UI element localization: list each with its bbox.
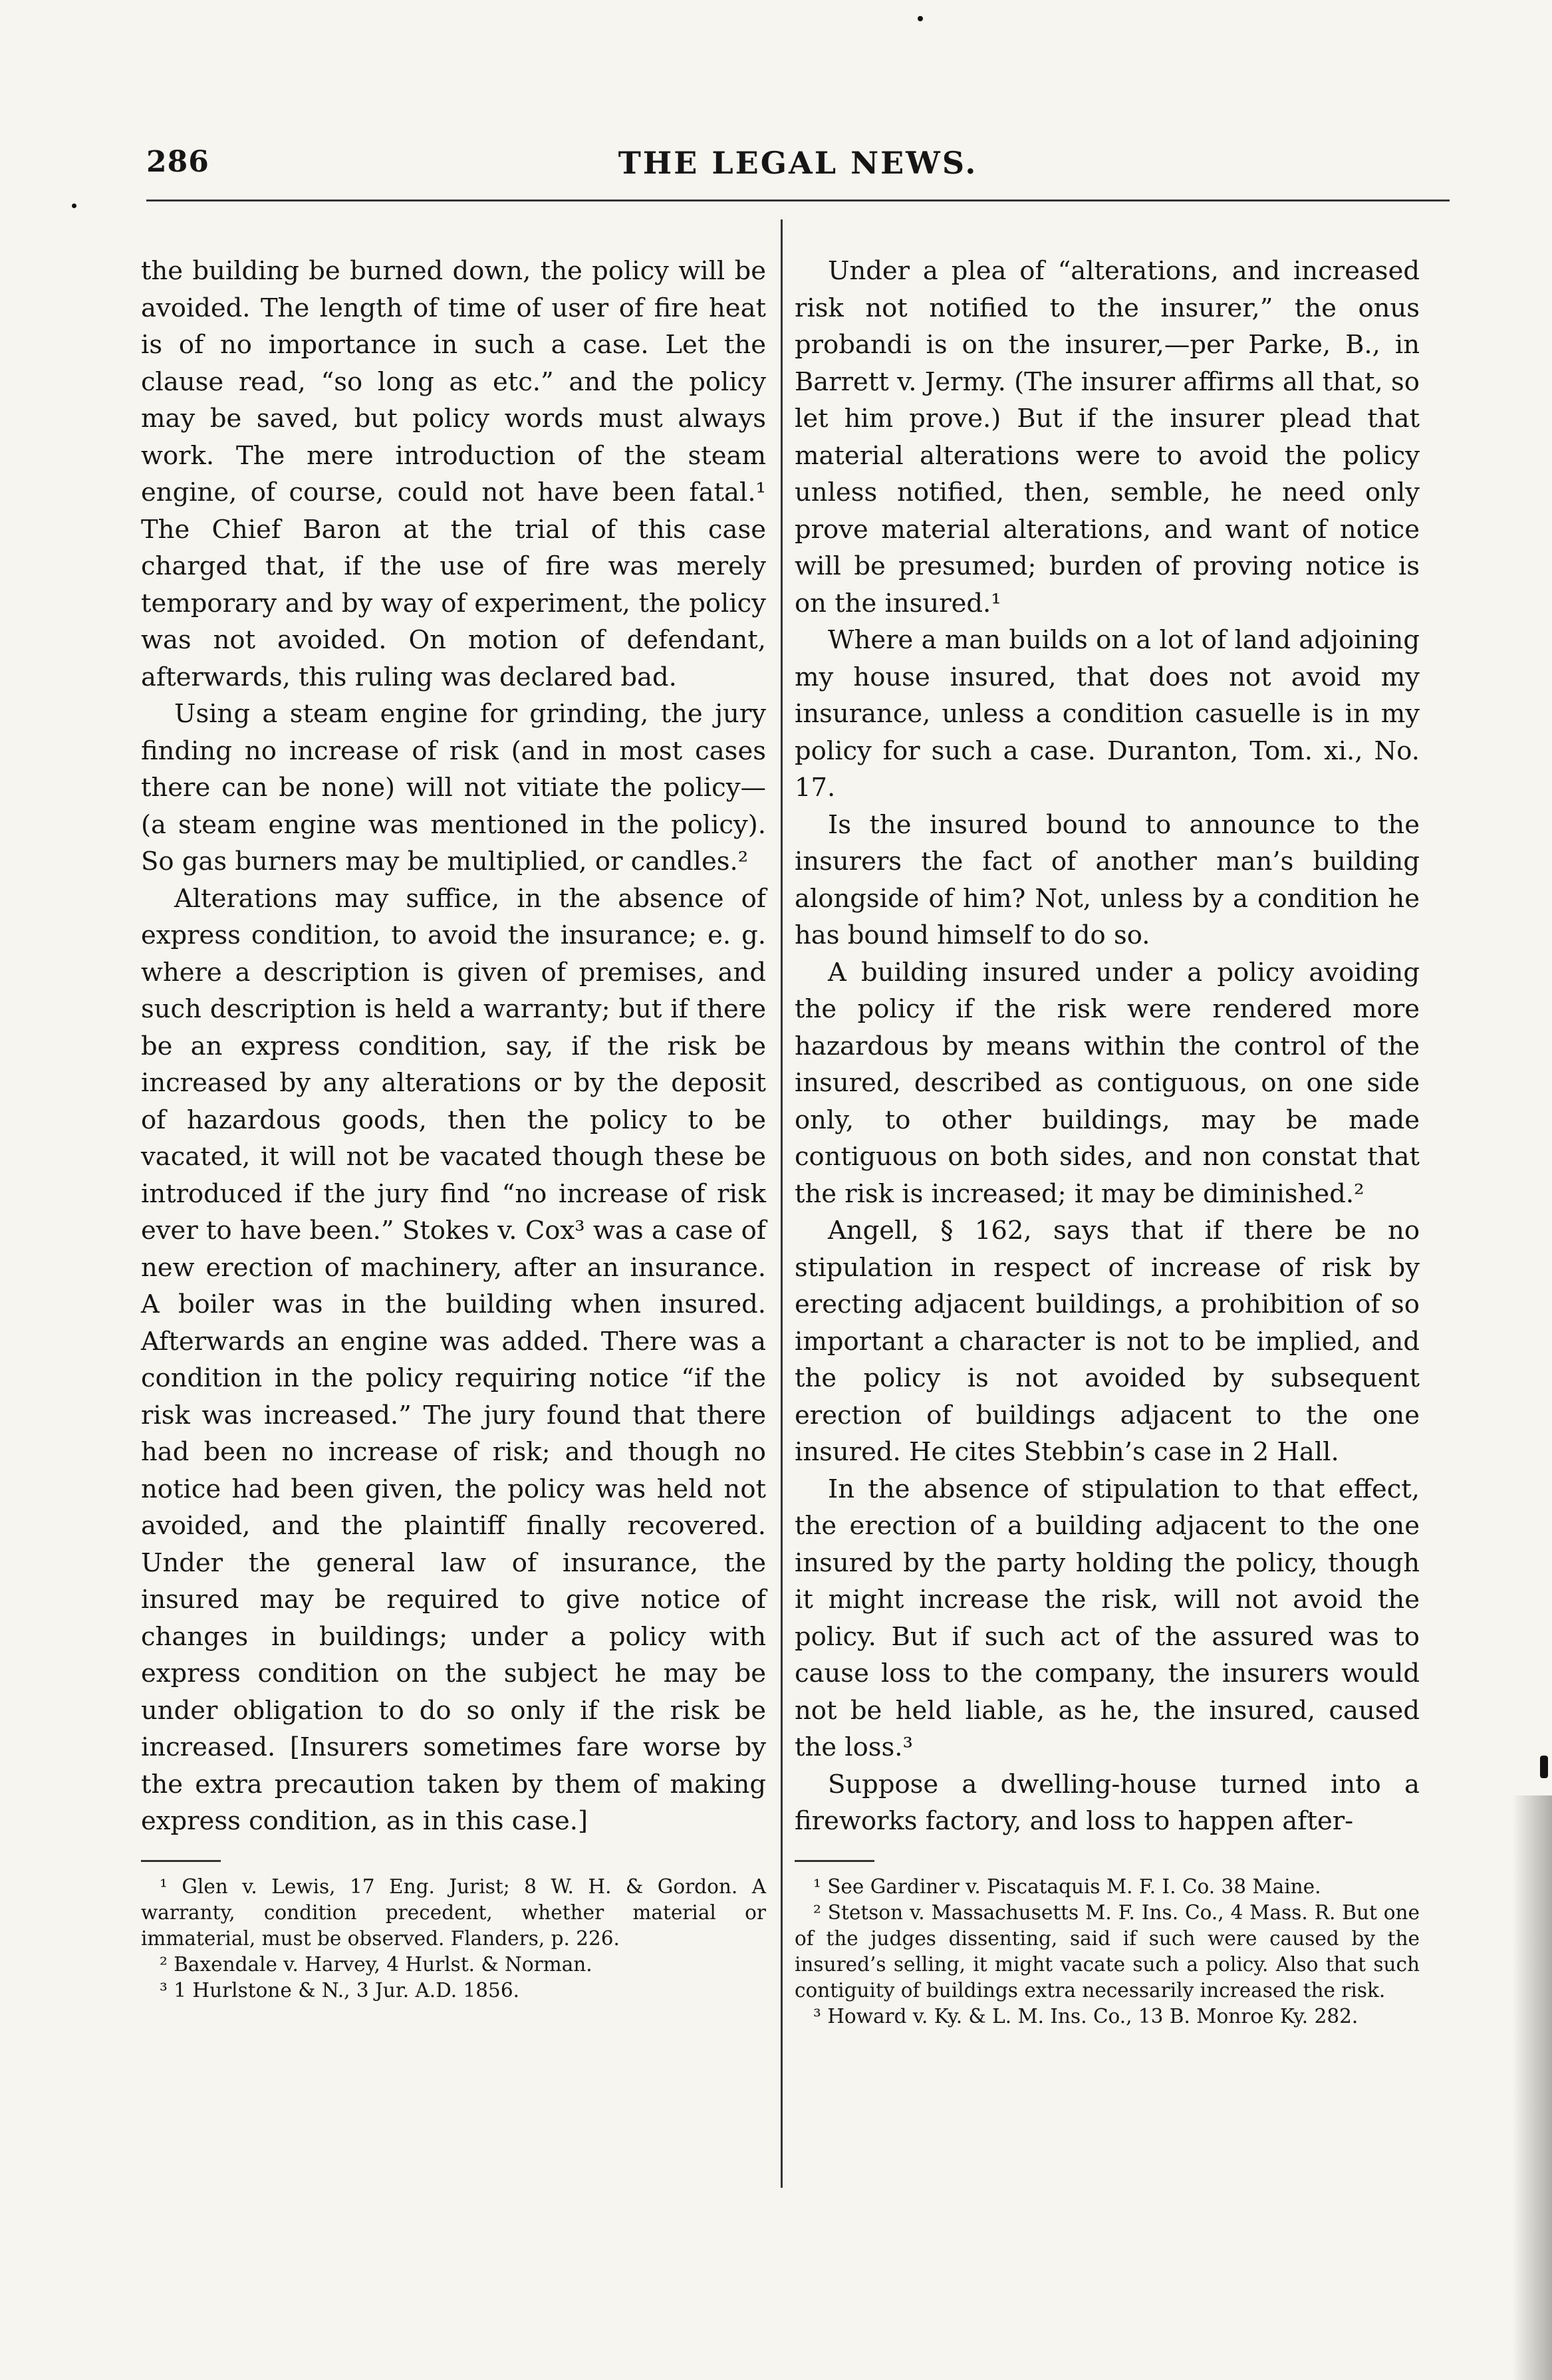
right-column xyxy=(795,253,1420,2030)
paragraph: Under a plea of “alterations, and increased risk not notified to the insurer,” the onus probandi is on the insurer,—per Parke, B., in Barrett v. Jermy. (The insurer affirms all that, so let him prove.) But if the insurer plead that material alterations were to avoid the policy unless notified, then, semble, he need only prove material alterations, and want of notice will be presumed; burden of proving notice is on the insured.¹ xyxy=(795,256,1420,618)
footnote-rule xyxy=(141,1860,221,1862)
paragraph: Angell, § 162, says that if there be no stipulation in respect of increase of risk by erecting adjacent buildings, a prohibition of so important a character is not to be implied, and the policy is not avoided by subsequent erection of buildings adjacent to the one insured. He cites Stebbin’s case in 2 Hall. xyxy=(795,1216,1420,1467)
paragraph: A building insured under a policy avoiding the policy if the risk were rendered more hazardous by means within the control of the insured, described as contiguous, on one side only, to other buildings, may be made contiguous on both sides, and non constat that the risk is increased; it may be diminished.² xyxy=(795,957,1420,1209)
paragraph: the building be burned down, the policy will be avoided. The length of time of user of fire heat is of no importance in such a case. Let the clause read, “so long as etc.” and the policy may be saved, but policy words must always work. The mere introduction of the steam engine, of course, could not have been fatal.¹ The Chief Baron at the trial of this case charged that, if the use of fire was merely temporary and by way of experiment, the policy was not avoided. On motion of defendant, afterwards, this ruling was declared bad. xyxy=(141,256,766,692)
journal-title: THE LEGAL NEWS. xyxy=(618,145,978,181)
paragraph: Is the insured bound to announce to the insurers the fact of another man’s building alongside of him? Not, unless by a condition he has bound himself to do so. xyxy=(795,809,1420,950)
footnote-rule xyxy=(795,1860,874,1862)
paragraph: In the absence of stipulation to that effect, the erection of a building adjacent to the one insured by the party holding the policy, though it might increase the risk, will not avoid the policy. But if such act of the assured was to cause loss to the company, the insurers would not be held liable, as he, the insured, caused the loss.³ xyxy=(795,1474,1420,1762)
footnote: ² Stetson v. Massachusetts M. F. Ins. Co., 4 Mass. R. But one of the judges dissenting, said if such were caused by the insured’s selling, it might vacate such a policy. Also that such contiguity of buildings extra necessarily increased the risk. xyxy=(795,1901,1420,2002)
footnote: ³ Howard v. Ky. & L. M. Ins. Co., 13 B. Monroe Ky. 282. xyxy=(813,2004,1358,2028)
page-edge-shadow xyxy=(1512,1795,1552,2380)
left-footnotes xyxy=(141,1874,766,2004)
column-divider xyxy=(781,219,783,2188)
running-header xyxy=(146,145,1450,192)
page-number: 286 xyxy=(146,145,209,179)
footnote: ³ 1 Hurlstone & N., 3 Jur. A.D. 1856. xyxy=(160,1978,519,2002)
footnote: ¹ See Gardiner v. Piscataquis M. F. I. Co. 38 Maine. xyxy=(813,1875,1321,1898)
paragraph: Using a steam engine for grinding, the jury finding no increase of risk (and in most cases there can be none) will not vitiate the policy—(a steam engine was mentioned in the policy). So gas burners may be multiplied, or candles.² xyxy=(141,699,766,876)
right-footnotes xyxy=(795,1874,1420,2030)
scan-speck xyxy=(72,203,76,208)
scan-speck xyxy=(1540,1756,1548,1778)
paragraph: Where a man builds on a lot of land adjoining my house insured, that does not avoid my insurance, unless a condition casuelle is in my policy for such a case. Duranton, Tom. xi., No. 17. xyxy=(795,625,1420,803)
footnote: ² Baxendale v. Harvey, 4 Hurlst. & Norman. xyxy=(160,1952,592,1976)
header-rule xyxy=(146,199,1450,201)
footnote: ¹ Glen v. Lewis, 17 Eng. Jurist; 8 W. H. & Gordon. A warranty, condition precedent, whether material or immaterial, must be observed. Flanders, p. 226. xyxy=(141,1875,766,1950)
left-column xyxy=(141,253,766,2004)
paragraph: Suppose a dwelling-house turned into a fireworks factory, and loss to happen after- xyxy=(795,1769,1420,1836)
scan-speck xyxy=(918,16,923,21)
paragraph: Alterations may suffice, in the absence of express condition, to avoid the insurance; e. g. where a description is given of premises, and such description is held a warranty; but if there be an express condition, say, if the risk be increased by any alterations or by the deposit of hazardous goods, then the policy to be vacated, it will not be vacated though these be introduced if the jury find “no increase of risk ever to have been.” Stokes v. Cox³ was a case of new erection of machinery, after an insurance. A boiler was in the building when insured. Afterwards an engine was added. There was a condition in the policy requiring notice “if the risk was increased.” The jury found that there had been no increase of risk; and though no notice had been given, the policy was held not avoided, and the plaintiff finally recovered. Under the general law of insurance, the insured may be required to give notice of changes in buildings; under a policy with express condition on the subject he may be under obligation to do so only if the risk be increased. [Insurers sometimes fare worse by the extra precaution taken by them of making express condition, as in this case.] xyxy=(141,883,766,1836)
